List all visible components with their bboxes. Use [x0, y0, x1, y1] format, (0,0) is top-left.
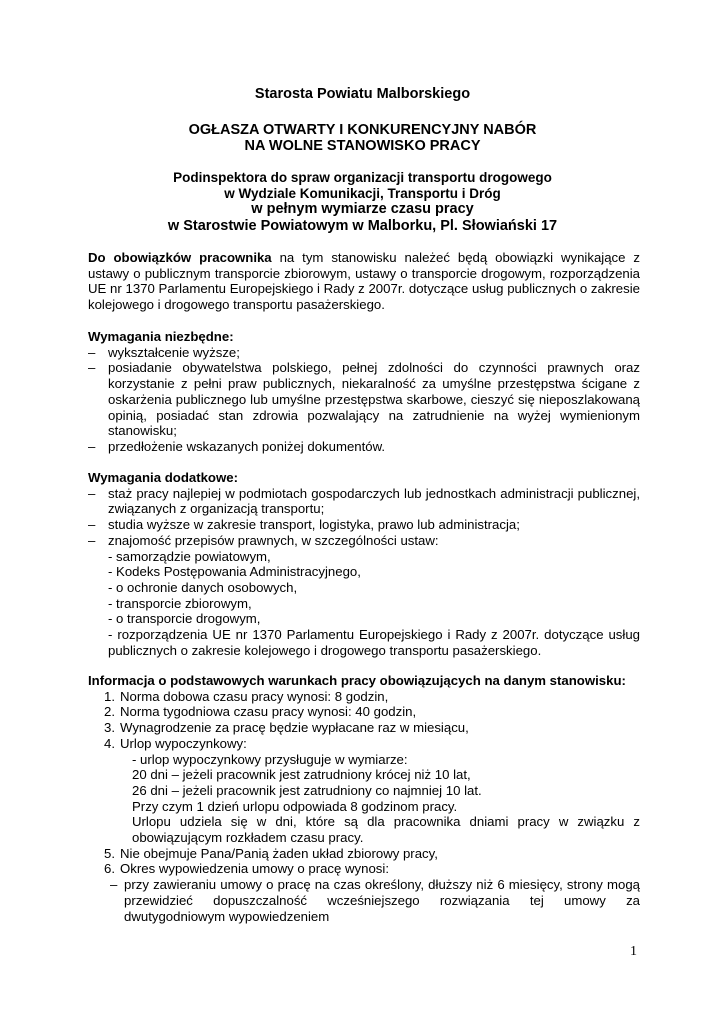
position-line-3: w pełnym wymiarze czasu pracy [251, 201, 474, 217]
duties-text: na tym stanowisku należeć będą obowiązki wynikające z ustawy o publicznym transporcie zbiorowym, ustawy o transporcie drogowym, rozporządzenia UE nr 1370 Parlamentu Europejskiego i Rady z 2007r. dotyczące usług publicznych o zakresie kolejowego i drogowego transportu pasażerskiego. [88, 250, 640, 313]
position-line-1: Podinspektora do spraw organizacji transportu drogowego [173, 170, 552, 185]
additional-item: – znajomość przepisów prawnych, w szczególności ustaw: [88, 532, 439, 548]
condition-item: 1. Norma dobowa czasu pracy wynosi: 8 godzin, [104, 688, 389, 704]
required-section [88, 329, 640, 455]
position-line-4: w Starostwie Powiatowym w Malborku, Pl. Słowiański 17 [167, 217, 558, 234]
law-item: - samorządzie powiatowym, [108, 548, 271, 564]
required-item: – wykształcenie wyższe; [88, 344, 240, 360]
law-item: - rozporządzenia UE nr 1370 Parlamentu Europejskiego i Rady z 2007r. dotyczące usług publicznych o zakresie kolejowego i drogowego transportu pasażerskiego. [108, 627, 640, 658]
leave-line: 26 dni – jeżeli pracownik jest zatrudniony co najmniej 10 lat. [132, 782, 482, 798]
conditions-heading: Informacja o podstawowych warunkach pracy obowiązujących na danym stanowisku: [88, 673, 626, 688]
required-heading: Wymagania niezbędne: [88, 329, 234, 344]
leave-line: Przy czym 1 dzień urlopu odpowiada 8 godzinom pracy. [132, 798, 458, 814]
position-heading [0, 170, 725, 234]
additional-item: – staż pracy najlepiej w podmiotach gospodarczych lub jednostkach administracji publicznej, związanych z organizacją transportu; [88, 485, 640, 517]
additional-heading: Wymagania dodatkowe: [88, 470, 238, 485]
condition-item: 3. Wynagrodzenie za pracę będzie wypłacane raz w miesiącu, [104, 720, 469, 736]
announcement-line-2: NA WOLNE STANOWISKO PRACY [244, 138, 481, 154]
additional-item: – studia wyższe w zakresie transport, logistyka, prawo lub administracja; [88, 517, 520, 533]
condition-item: 4. Urlop wypoczynkowy: [104, 735, 247, 751]
announcement-line-1: OGŁASZA OTWARTY I KONKURENCYJNY NABÓR [188, 122, 537, 138]
law-item: - transporcie zbiorowym, [108, 595, 252, 611]
condition-item: 2. Norma tygodniowa czasu pracy wynosi: 40 godzin, [104, 704, 417, 720]
condition-item: 6. Okres wypowiedzenia umowy o pracę wynosi: [104, 861, 389, 877]
notice-item: – przy zawieraniu umowy o pracę na czas określony, dłuższy niż 6 miesięcy, strony mogą przewidzieć dopuszczalność wcześniejszego rozwiązania tej umowy za dwutygodniowym wypowiedzeniem [110, 877, 640, 924]
leave-line: 20 dni – jeżeli pracownik jest zatrudniony krócej niż 10 lat, [132, 767, 471, 783]
condition-item: 5. Nie obejmuje Pana/Panią żaden układ zbiorowy pracy, [104, 845, 438, 861]
position-line-2: w Wydziale Komunikacji, Transportu i Dróg [224, 185, 501, 201]
required-item: – przedłożenie wskazanych poniżej dokumentów. [88, 438, 386, 454]
law-item: - o ochronie danych osobowych, [108, 579, 298, 595]
law-item: - Kodeks Postępowania Administracyjnego, [108, 564, 361, 580]
leave-line: Urlopu udziela się w dni, które są dla pracownika dniami pracy w związku z obowiązującym rozkładem czasu pracy. [132, 814, 640, 846]
page-title: Starosta Powiatu Malborskiego [254, 86, 471, 102]
leave-line: - urlop wypoczynkowy przysługuje w wymiarze: [132, 751, 408, 767]
announcement-heading [0, 122, 725, 154]
additional-section [88, 470, 640, 658]
duties-paragraph [88, 250, 640, 313]
required-item: – posiadanie obywatelstwa polskiego, pełnej zdolności do czynności prawnych oraz korzystanie z pełni praw publicznych, niekaralność za umyślne przestępstwa ścigane z oskarżenia publicznego lub umyślne przestępstwa skarbowe, cieszyć się nieposzlakowaną opinią, posiadać stan zdrowia pozwalający na zatrudnienie na wyżej wymienionym stanowisku; [88, 360, 640, 439]
law-item: - o transporcie drogowym, [108, 611, 261, 627]
conditions-section [88, 673, 640, 924]
duties-label: Do obowiązków pracownika [88, 250, 272, 265]
page-number: 1 [630, 944, 637, 959]
